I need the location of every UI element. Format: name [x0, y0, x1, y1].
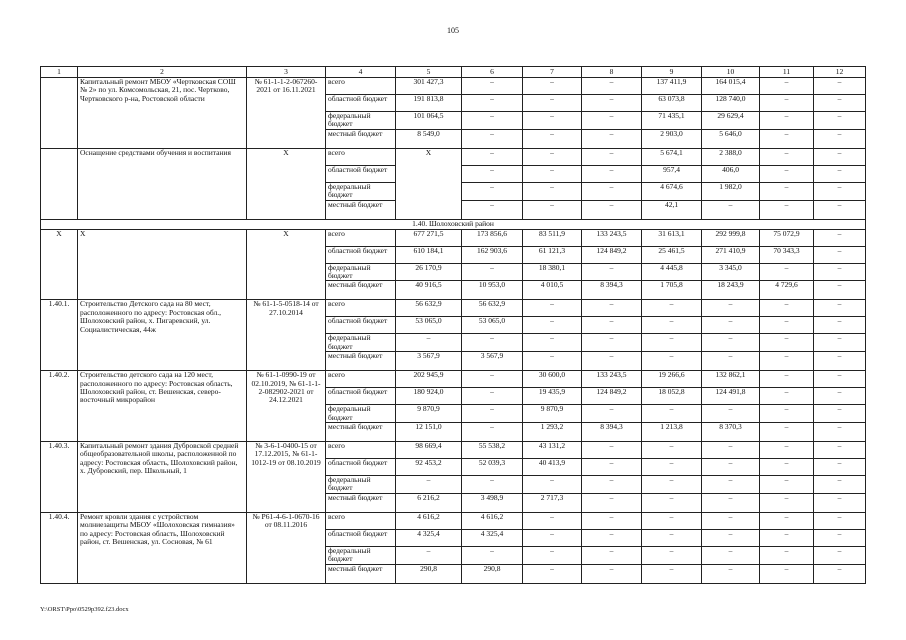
value-cell: – [760, 317, 814, 334]
budget-source: федеральный бюджет [326, 476, 396, 494]
value-cell: 1 705,8 [642, 281, 702, 300]
value-cell: – [582, 529, 642, 546]
budget-source: местный бюджет [326, 423, 396, 442]
value-cell: – [760, 352, 814, 371]
value-cell: 18 243,9 [702, 281, 760, 300]
table-row [41, 371, 866, 388]
value-cell: – [582, 564, 642, 583]
item-document: Х [247, 229, 326, 300]
budget-source: местный бюджет [326, 129, 396, 148]
value-cell: – [582, 182, 642, 200]
value-cell: – [814, 246, 866, 263]
value-cell: 173 856,6 [462, 229, 523, 246]
item-number: 1.40.4. [41, 512, 78, 583]
value-cell: – [702, 459, 760, 476]
value-cell: – [582, 476, 642, 494]
value-cell: 8 394,3 [582, 281, 642, 300]
value-cell: – [462, 371, 523, 388]
item-number [41, 148, 78, 219]
value-cell: – [462, 148, 523, 165]
value-cell: Х [396, 148, 462, 219]
value-cell: – [396, 334, 462, 352]
budget-source: областной бюджет [326, 388, 396, 405]
column-header: 11 [760, 67, 814, 78]
value-cell: 43 131,2 [523, 442, 582, 459]
value-cell: – [760, 112, 814, 130]
value-cell: – [523, 112, 582, 130]
budget-source: федеральный бюджет [326, 182, 396, 200]
value-cell: – [523, 564, 582, 583]
value-cell: 53 065,0 [462, 317, 523, 334]
table-row [41, 148, 866, 165]
value-cell: 4 010,5 [523, 281, 582, 300]
column-header: 1 [41, 67, 78, 78]
value-cell: – [814, 546, 866, 564]
value-cell: – [582, 95, 642, 112]
value-cell: 137 411,9 [642, 78, 702, 95]
column-header: 3 [247, 67, 326, 78]
value-cell: – [702, 442, 760, 459]
value-cell: 12 151,0 [396, 423, 462, 442]
value-cell: – [523, 476, 582, 494]
value-cell: 8 394,3 [582, 423, 642, 442]
value-cell: – [760, 476, 814, 494]
value-cell: – [814, 229, 866, 246]
value-cell: 101 064,5 [396, 112, 462, 130]
value-cell: 3 567,9 [462, 352, 523, 371]
value-cell: – [760, 423, 814, 442]
column-header: 2 [78, 67, 247, 78]
value-cell: – [814, 200, 866, 219]
value-cell: 26 170,9 [396, 263, 462, 281]
value-cell: 202 945,9 [396, 371, 462, 388]
value-cell: 1 982,0 [702, 182, 760, 200]
value-cell: – [814, 352, 866, 371]
value-cell: – [760, 512, 814, 529]
value-cell: 132 862,1 [702, 371, 760, 388]
value-cell: – [523, 182, 582, 200]
budget-source: федеральный бюджет [326, 405, 396, 423]
value-cell: – [702, 334, 760, 352]
item-document: Х [247, 148, 326, 219]
page-number: 105 [447, 26, 459, 35]
value-cell: – [760, 405, 814, 423]
value-cell: 42,1 [642, 200, 702, 219]
budget-source: федеральный бюджет [326, 263, 396, 281]
value-cell: – [462, 95, 523, 112]
value-cell: 124 849,2 [582, 388, 642, 405]
value-cell: – [523, 334, 582, 352]
budget-source: всего [326, 512, 396, 529]
value-cell: – [814, 512, 866, 529]
value-cell: – [462, 200, 523, 219]
value-cell: – [702, 546, 760, 564]
value-cell: 1 293,2 [523, 423, 582, 442]
value-cell: 83 511,9 [523, 229, 582, 246]
item-document: № 61-1-1-2-067260-2021 от 16.11.2021 [247, 78, 326, 149]
table-row [41, 78, 866, 95]
value-cell: 164 015,4 [702, 78, 760, 95]
value-cell: 40 916,5 [396, 281, 462, 300]
item-name: Ремонт кровли здания с устройством молниезащиты МБОУ «Шолоховская гимназия» по адресу: Ростовская область, Шолоховский район, ст. Вешенская, ул. Сосновая, № 61 [78, 512, 247, 583]
value-cell: – [814, 182, 866, 200]
value-cell: – [814, 281, 866, 300]
value-cell: 6 216,2 [396, 493, 462, 512]
value-cell: – [462, 405, 523, 423]
value-cell: – [760, 493, 814, 512]
column-header: 8 [582, 67, 642, 78]
value-cell: 4 729,6 [760, 281, 814, 300]
value-cell: 180 924,0 [396, 388, 462, 405]
column-header: 9 [642, 67, 702, 78]
value-cell: 8 549,0 [396, 129, 462, 148]
value-cell: 19 266,6 [642, 371, 702, 388]
value-cell: – [523, 300, 582, 317]
value-cell: 4 325,4 [396, 529, 462, 546]
table-row [41, 442, 866, 459]
value-cell: – [462, 476, 523, 494]
value-cell: – [462, 334, 523, 352]
value-cell: – [642, 459, 702, 476]
value-cell: – [814, 300, 866, 317]
value-cell: – [814, 112, 866, 130]
value-cell: – [642, 442, 702, 459]
value-cell: – [814, 95, 866, 112]
value-cell: – [702, 564, 760, 583]
value-cell: 610 184,1 [396, 246, 462, 263]
value-cell: – [582, 300, 642, 317]
value-cell: – [523, 352, 582, 371]
value-cell: 271 410,9 [702, 246, 760, 263]
value-cell: – [702, 512, 760, 529]
value-cell: 290,8 [462, 564, 523, 583]
value-cell: – [582, 442, 642, 459]
budget-source: областной бюджет [326, 459, 396, 476]
value-cell: 75 072,9 [760, 229, 814, 246]
value-cell: – [642, 334, 702, 352]
value-cell: 124 491,8 [702, 388, 760, 405]
value-cell: – [642, 317, 702, 334]
value-cell: 56 632,9 [462, 300, 523, 317]
value-cell: 19 435,9 [523, 388, 582, 405]
value-cell: – [642, 529, 702, 546]
value-cell: 52 039,3 [462, 459, 523, 476]
value-cell: – [702, 352, 760, 371]
column-header: 7 [523, 67, 582, 78]
value-cell: – [523, 78, 582, 95]
value-cell: – [760, 546, 814, 564]
value-cell: – [462, 165, 523, 182]
value-cell: – [814, 423, 866, 442]
budget-source: всего [326, 300, 396, 317]
budget-source: областной бюджет [326, 165, 396, 182]
budget-source: местный бюджет [326, 493, 396, 512]
value-cell: – [814, 564, 866, 583]
value-cell: – [760, 442, 814, 459]
file-path-footer: Y:\ORST\Ppo\0529p392.f23.docx [40, 606, 129, 613]
value-cell: 3 567,9 [396, 352, 462, 371]
value-cell: – [760, 263, 814, 281]
value-cell: – [523, 165, 582, 182]
value-cell: – [523, 129, 582, 148]
value-cell: – [523, 200, 582, 219]
value-cell: – [702, 317, 760, 334]
table-body [41, 67, 866, 584]
item-number: Х [41, 229, 78, 300]
item-number: 1.40.2. [41, 371, 78, 442]
value-cell: – [760, 371, 814, 388]
value-cell: – [462, 129, 523, 148]
budget-source: федеральный бюджет [326, 546, 396, 564]
value-cell: – [582, 493, 642, 512]
value-cell: 18 052,8 [642, 388, 702, 405]
value-cell: – [814, 129, 866, 148]
value-cell: – [462, 78, 523, 95]
value-cell: – [642, 405, 702, 423]
value-cell: 61 121,3 [523, 246, 582, 263]
column-header: 5 [396, 67, 462, 78]
value-cell: – [582, 165, 642, 182]
value-cell: 56 632,9 [396, 300, 462, 317]
value-cell: 162 903,6 [462, 246, 523, 263]
value-cell: 406,0 [702, 165, 760, 182]
value-cell: – [814, 78, 866, 95]
value-cell: – [642, 564, 702, 583]
value-cell: – [523, 148, 582, 165]
value-cell: – [760, 165, 814, 182]
item-name: Строительство Детского сада на 80 мест, расположенного по адресу: Ростовская обл., Шолоховский район, х. Пигаревский, ул. Социалистическая, 44ж [78, 300, 247, 371]
value-cell: – [760, 78, 814, 95]
value-cell: 4 325,4 [462, 529, 523, 546]
value-cell: – [396, 546, 462, 564]
value-cell: – [814, 529, 866, 546]
value-cell: 10 953,0 [462, 281, 523, 300]
value-cell: – [760, 182, 814, 200]
value-cell: – [582, 512, 642, 529]
value-cell: 2 388,0 [702, 148, 760, 165]
value-cell: 63 073,8 [642, 95, 702, 112]
budget-source: всего [326, 78, 396, 95]
value-cell: 9 870,9 [523, 405, 582, 423]
value-cell: – [760, 300, 814, 317]
item-document: № 3-6-1-0400-15 от 17.12.2015, № 61-1-1012-19 от 08.10.2019 [247, 442, 326, 513]
value-cell: – [642, 512, 702, 529]
value-cell: – [702, 529, 760, 546]
value-cell: – [642, 493, 702, 512]
value-cell: – [814, 371, 866, 388]
value-cell: 18 380,1 [523, 263, 582, 281]
value-cell: – [462, 546, 523, 564]
budget-source: всего [326, 229, 396, 246]
budget-source: местный бюджет [326, 564, 396, 583]
header-row [41, 67, 866, 78]
value-cell: 31 613,1 [642, 229, 702, 246]
value-cell: – [814, 334, 866, 352]
value-cell: – [582, 129, 642, 148]
column-header: 12 [814, 67, 866, 78]
value-cell: – [760, 564, 814, 583]
item-document: № Р61-4-6-1-0670-16 от 08.11.2016 [247, 512, 326, 583]
table-row [41, 512, 866, 529]
value-cell: – [814, 493, 866, 512]
value-cell: 8 370,3 [702, 423, 760, 442]
value-cell: – [760, 148, 814, 165]
value-cell: – [462, 423, 523, 442]
value-cell: – [814, 148, 866, 165]
value-cell: 9 870,9 [396, 405, 462, 423]
value-cell: 29 629,4 [702, 112, 760, 130]
value-cell: – [814, 459, 866, 476]
budget-table [40, 66, 866, 584]
value-cell: – [642, 352, 702, 371]
item-document: № 61-1-0990-19 от 02.10.2019, № 61-1-1-2-082902-2021 от 24.12.2021 [247, 371, 326, 442]
table-row [41, 229, 866, 246]
column-header: 6 [462, 67, 523, 78]
value-cell: – [760, 388, 814, 405]
value-cell: – [462, 388, 523, 405]
budget-source: федеральный бюджет [326, 112, 396, 130]
value-cell: – [702, 300, 760, 317]
value-cell: 133 243,5 [582, 229, 642, 246]
value-cell: 292 999,8 [702, 229, 760, 246]
budget-source: всего [326, 442, 396, 459]
value-cell: – [760, 459, 814, 476]
value-cell: 133 243,5 [582, 371, 642, 388]
budget-source: областной бюджет [326, 529, 396, 546]
value-cell: 2 717,3 [523, 493, 582, 512]
value-cell: 5 646,0 [702, 129, 760, 148]
value-cell: 124 849,2 [582, 246, 642, 263]
value-cell: – [814, 442, 866, 459]
value-cell: – [582, 200, 642, 219]
value-cell: – [814, 388, 866, 405]
value-cell: – [814, 405, 866, 423]
item-name: Строительство детского сада на 120 мест, расположенного по адресу: Ростовская область, Шолоховский район, ст. Вешенская, северо-восточный микрорайон [78, 371, 247, 442]
value-cell: – [814, 476, 866, 494]
value-cell: 55 538,2 [462, 442, 523, 459]
budget-source: всего [326, 371, 396, 388]
value-cell: – [702, 405, 760, 423]
value-cell: 191 813,8 [396, 95, 462, 112]
value-cell: – [814, 317, 866, 334]
value-cell: – [582, 352, 642, 371]
value-cell: – [523, 95, 582, 112]
value-cell: – [814, 165, 866, 182]
value-cell: – [642, 300, 702, 317]
value-cell: 4 616,2 [462, 512, 523, 529]
value-cell: – [396, 476, 462, 494]
value-cell: – [642, 546, 702, 564]
value-cell: – [582, 112, 642, 130]
value-cell: – [702, 493, 760, 512]
budget-source: местный бюджет [326, 200, 396, 219]
value-cell: – [582, 546, 642, 564]
budget-source: областной бюджет [326, 317, 396, 334]
budget-source: местный бюджет [326, 281, 396, 300]
column-header: 10 [702, 67, 760, 78]
item-document: № 61-1-5-0518-14 от 27.10.2014 [247, 300, 326, 371]
budget-source: местный бюджет [326, 352, 396, 371]
item-name: Оснащение средствами обучения и воспитания [78, 148, 247, 219]
value-cell: 92 453,2 [396, 459, 462, 476]
budget-source: всего [326, 148, 396, 165]
value-cell: – [582, 334, 642, 352]
section-title: 1.40. Шолоховский район [41, 219, 866, 229]
section-row [41, 219, 866, 229]
value-cell: – [814, 263, 866, 281]
value-cell: 4 616,2 [396, 512, 462, 529]
value-cell: – [760, 334, 814, 352]
item-name: Капитальный ремонт МБОУ «Чертковская СОШ № 2» по ул. Комсомольская, 21, пос. Чертково, Чертковского р-на, Ростовской области [78, 78, 247, 149]
budget-source: областной бюджет [326, 95, 396, 112]
value-cell: – [760, 129, 814, 148]
item-number: 1.40.3. [41, 442, 78, 513]
item-number [41, 78, 78, 149]
item-name: Капитальный ремонт здания Дубровской средней общеобразовательной школы, расположенной по адресу: Ростовская область, Шолоховский район, х. Дубровский, пер. Школьный, 1 [78, 442, 247, 513]
column-header: 4 [326, 67, 396, 78]
value-cell: – [702, 200, 760, 219]
value-cell: – [582, 78, 642, 95]
value-cell: – [462, 263, 523, 281]
value-cell: – [462, 112, 523, 130]
value-cell: – [462, 182, 523, 200]
value-cell: 1 213,8 [642, 423, 702, 442]
value-cell: 128 740,0 [702, 95, 760, 112]
value-cell: 5 674,1 [642, 148, 702, 165]
value-cell: 4 674,6 [642, 182, 702, 200]
value-cell: 957,4 [642, 165, 702, 182]
item-number: 1.40.1. [41, 300, 78, 371]
value-cell: 301 427,3 [396, 78, 462, 95]
value-cell: 53 065,0 [396, 317, 462, 334]
table-row [41, 300, 866, 317]
value-cell: – [760, 529, 814, 546]
value-cell: 98 669,4 [396, 442, 462, 459]
value-cell: 30 600,0 [523, 371, 582, 388]
value-cell: 4 445,8 [642, 263, 702, 281]
value-cell: – [760, 95, 814, 112]
value-cell: – [523, 317, 582, 334]
value-cell: 2 903,0 [642, 129, 702, 148]
value-cell: 71 435,1 [642, 112, 702, 130]
value-cell: – [582, 263, 642, 281]
value-cell: 25 461,5 [642, 246, 702, 263]
value-cell: – [582, 148, 642, 165]
value-cell: 290,8 [396, 564, 462, 583]
value-cell: 3 345,0 [702, 263, 760, 281]
value-cell: – [523, 546, 582, 564]
value-cell: – [523, 529, 582, 546]
value-cell: – [760, 200, 814, 219]
value-cell: 3 498,9 [462, 493, 523, 512]
budget-source: областной бюджет [326, 246, 396, 263]
value-cell: 70 343,3 [760, 246, 814, 263]
item-name: Х [78, 229, 247, 300]
value-cell: – [582, 459, 642, 476]
value-cell: – [582, 405, 642, 423]
value-cell: 40 413,9 [523, 459, 582, 476]
budget-source: федеральный бюджет [326, 334, 396, 352]
value-cell: – [642, 476, 702, 494]
value-cell: – [582, 317, 642, 334]
value-cell: – [523, 512, 582, 529]
value-cell: – [702, 476, 760, 494]
value-cell: 677 271,5 [396, 229, 462, 246]
